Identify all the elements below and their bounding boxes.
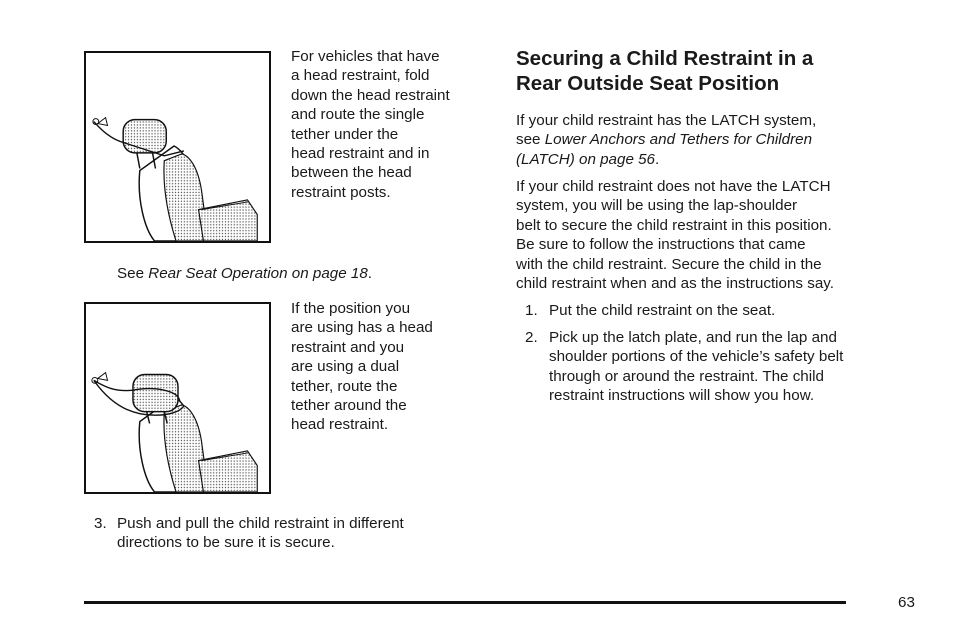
figure2-caption [291,299,491,435]
text-line: between the head [291,164,412,182]
text-line: Pick up the latch plate, and run the lap and [549,329,837,346]
step-text [117,514,404,553]
step-1 [516,301,916,321]
no-latch-paragraph [516,177,916,293]
text-line [516,130,916,149]
text-line: If your child restraint has the LATCH system, [516,112,817,129]
text-line: head restraint. [291,416,389,434]
figure1-caption [291,47,491,202]
text-line: If your child restraint does not have the LATCH [516,178,831,195]
text-line: tether, route the [291,377,398,395]
seat-tether-illustration-2 [86,304,269,492]
text-line: are using a dual [291,358,400,376]
text-line: shoulder portions of the vehicle’s safety belt [549,348,844,366]
latch-paragraph [516,111,916,169]
text-line: Push and pull the child restraint in different [117,515,404,532]
figure-single-tether-under-headrest [84,51,271,243]
seat-tether-illustration-1 [86,53,269,241]
text-line [516,150,916,169]
text-line: restraint and you [291,338,405,356]
see-reference [117,264,477,283]
see-link-rear-seat-operation[interactable]: Rear Seat Operation on page 18 [148,265,368,282]
text-line: and route the single [291,106,425,124]
text-line: belt to secure the child restraint in this position. [516,216,832,234]
text-line: are using has a head [291,319,433,337]
figure-dual-tether-around-headrest [84,302,271,494]
text-line: restraint instructions will show you how. [549,387,815,405]
footer-rule [84,601,846,604]
latch-reference-link-cont[interactable]: (LATCH) on page 56 [516,150,656,168]
text-line: child restraint when and as the instructions say. [516,275,834,293]
heading-line: Rear Outside Seat Position [516,72,780,95]
text-line: directions to be sure it is secure. [117,534,335,552]
step-number: 1. [525,302,538,319]
step-text [549,301,775,320]
text-line: system, you will be using the lap-shoulder [516,197,798,215]
text-line: through or around the restraint. The child [549,367,824,385]
text-line: with the child restraint. Secure the child in the [516,255,822,273]
step-number: 3. [94,515,107,532]
text-line: Put the child restraint on the seat. [549,302,776,319]
section-heading [516,46,936,96]
text-line: For vehicles that have [291,48,440,65]
step-number: 2. [525,329,538,346]
period: . [655,150,660,168]
text-line: head restraint and in [291,145,430,163]
text-line: down the head restraint [291,86,450,104]
page-number: 63 [898,594,915,611]
text-line: Be sure to follow the instructions that came [516,236,806,254]
see-suffix: . [367,265,373,282]
text-line: If the position you [291,300,411,317]
latch-reference-link[interactable]: Lower Anchors and Tethers for Children [544,131,813,149]
step-2 [516,328,916,408]
see-prefix: see [516,131,545,149]
heading-line: Securing a Child Restraint in a [516,47,814,70]
step-text [549,328,843,406]
text-line: a head restraint, fold [291,67,430,85]
text-line: restraint posts. [291,183,391,201]
see-prefix: See [117,265,149,282]
text-line: tether under the [291,125,399,143]
step-3 [84,514,484,554]
text-line: tether around the [291,397,407,415]
